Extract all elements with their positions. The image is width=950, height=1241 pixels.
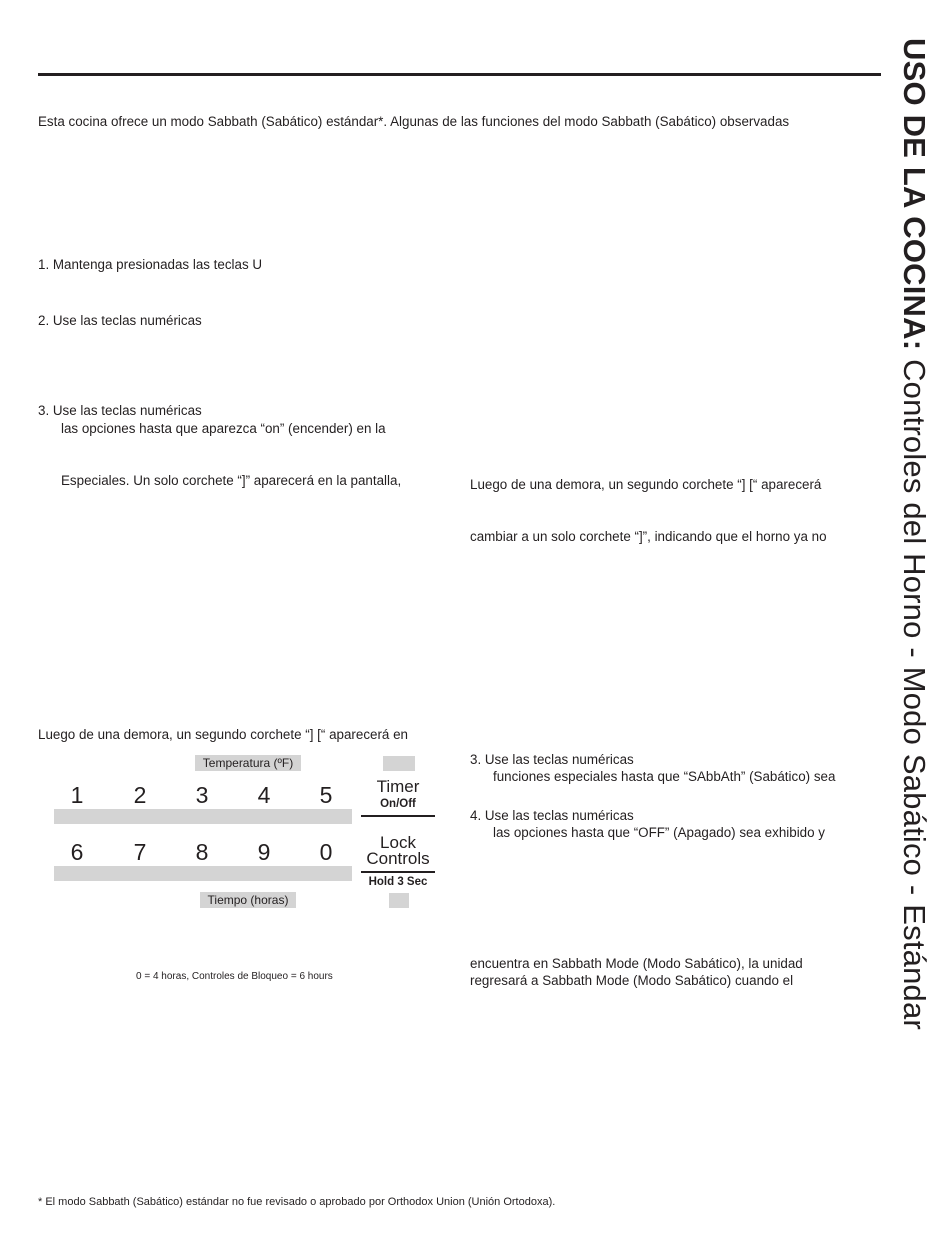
key-2: 2	[133, 782, 147, 808]
left-step-3-line3: Especiales. Un solo corchete “]” aparecerá en la pantalla,	[61, 473, 402, 488]
header-rule	[38, 73, 881, 76]
left-step-3-line1: 3. Use las teclas numéricas	[38, 403, 202, 418]
right-step-3-line1: 3. Use las teclas numéricas	[470, 752, 634, 767]
key-1: 1	[70, 782, 84, 808]
side-title-bold: USO DE LA COCINA:	[897, 38, 932, 351]
lock-title-2: Controls	[366, 849, 430, 868]
timer-indicator	[383, 756, 415, 771]
key-5: 5	[319, 782, 333, 808]
key-6: 6	[70, 839, 84, 865]
right-power-line2: regresará a Sabbath Mode (Modo Sabático) cuando el	[470, 973, 794, 988]
key-0: 0	[319, 839, 333, 865]
intro-paragraph: Esta cocina ofrece un modo Sabbath (Sabático) estándar*. Algunas de las funciones del modo Sabbath (Sabático) observadas	[38, 114, 790, 129]
right-delay-text: Luego de una demora, un segundo corchete “] [“ aparecerá	[470, 477, 822, 492]
key-8: 8	[195, 839, 209, 865]
keypad-diagram	[38, 750, 438, 915]
lock-title-1: Lock	[380, 833, 416, 852]
right-power-line1: encuentra en Sabbath Mode (Modo Sabático), la unidad	[470, 956, 803, 971]
key-7: 7	[133, 839, 147, 865]
key-3: 3	[195, 782, 209, 808]
right-step-4-line2: las opciones hasta que “OFF” (Apagado) sea exhibido y	[493, 825, 825, 840]
timer-underline	[361, 815, 435, 817]
key-9: 9	[257, 839, 271, 865]
timer-sub: On/Off	[380, 798, 416, 810]
temperature-label: Temperatura (ºF)	[195, 755, 301, 771]
lock-indicator	[389, 893, 409, 908]
side-section-title	[882, 38, 942, 1068]
lock-sub: Hold 3 Sec	[368, 876, 428, 888]
keypad-row1-bar	[54, 809, 352, 824]
lock-underline	[361, 871, 435, 873]
keypad-row2-bar	[54, 866, 352, 881]
key-4: 4	[257, 782, 271, 808]
left-step-2: 2. Use las teclas numéricas	[38, 313, 202, 328]
right-step-4-line1: 4. Use las teclas numéricas	[470, 808, 634, 823]
left-step-3-line2: las opciones hasta que aparezca “on” (encender) en la	[61, 421, 386, 436]
footnote: * El modo Sabbath (Sabático) estándar no fue revisado o aprobado por Orthodox Union (Unión Ortodoxa).	[38, 1196, 556, 1208]
right-step-3-line2: funciones especiales hasta que “SAbbAth” (Sabático) sea	[493, 769, 836, 784]
right-single-bracket-text: cambiar a un solo corchete “]”, indicando que el horno ya no	[470, 529, 827, 544]
left-delay-text: Luego de una demora, un segundo corchete “] [“ aparecerá en	[38, 727, 408, 742]
time-label: Tiempo (horas)	[200, 892, 296, 908]
side-title-regular: Controles del Horno - Modo Sabático - Estándar	[897, 350, 932, 1030]
left-step-1: 1. Mantenga presionadas las teclas U	[38, 257, 263, 272]
keypad-note: 0 = 4 horas, Controles de Bloqueo = 6 hours	[136, 971, 333, 982]
timer-title: Timer	[376, 777, 420, 796]
